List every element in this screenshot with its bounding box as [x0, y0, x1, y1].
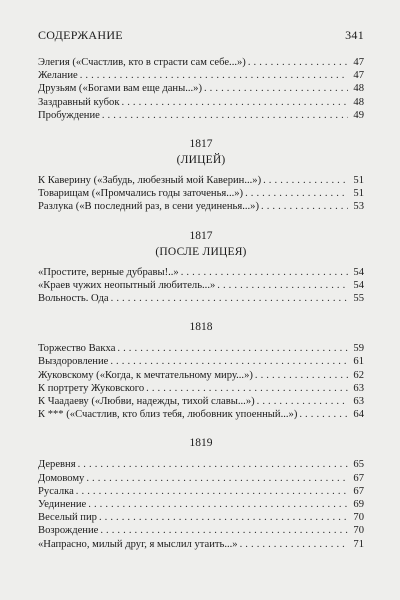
toc-entry — [38, 342, 364, 355]
toc-entry-title: К *** («Счастлив, кто близ тебя, любовник упоенный...») — [38, 409, 298, 421]
toc-entry-title: Заздравный кубок — [38, 96, 120, 108]
toc-leader-dots — [255, 369, 348, 382]
toc-entry — [38, 279, 364, 292]
toc-leader-dots — [80, 69, 348, 82]
toc-entry — [38, 382, 364, 395]
toc-section — [38, 436, 364, 550]
toc-entry-title: Уединение — [38, 499, 87, 511]
toc-entry-page: 67 — [353, 485, 364, 497]
toc-leader-dots — [117, 342, 348, 355]
toc-entry — [38, 292, 364, 305]
toc-entry — [38, 82, 364, 95]
toc-leader-dots — [217, 279, 348, 292]
toc-section — [38, 229, 364, 306]
toc-entry — [38, 109, 364, 122]
toc-entry-page: 63 — [353, 382, 364, 394]
toc-entry-title: Торжество Вакха — [38, 343, 116, 355]
toc-entry-title: Возрождение — [38, 525, 99, 537]
toc-leader-dots — [122, 96, 349, 109]
toc-entry — [38, 174, 364, 187]
toc-leader-dots — [248, 56, 348, 69]
section-year: 1817 — [189, 229, 213, 242]
toc-entry-page: 65 — [353, 459, 364, 471]
toc-entry-title: Выздоровление — [38, 356, 109, 368]
toc-entry-title: К Каверину («Забудь, любезный мой Каверин...») — [38, 175, 262, 187]
toc-entry-page: 69 — [353, 499, 364, 511]
toc-entry — [38, 511, 364, 524]
toc-leader-dots — [88, 498, 348, 511]
toc-entry — [38, 355, 364, 368]
toc-entry — [38, 485, 364, 498]
section-year: 1819 — [189, 437, 213, 450]
toc-leader-dots — [76, 485, 348, 498]
toc-entry-page: 54 — [353, 279, 364, 291]
toc-entry-page: 67 — [353, 472, 364, 484]
toc-entry-page: 47 — [353, 57, 364, 68]
toc-entry-title: Пробуждение — [38, 109, 100, 121]
toc-entry-title: Друзьям («Богами вам еще даны...») — [38, 83, 202, 95]
toc-entry-title: Разлука («В последний раз, в сени уединенья...») — [38, 201, 260, 213]
toc-entry — [38, 96, 364, 109]
toc-entry — [38, 538, 364, 551]
toc-entry-title: Вольность. Ода — [38, 293, 109, 305]
toc-entry-page: 53 — [353, 201, 364, 213]
toc-leader-dots — [245, 187, 348, 200]
toc-entry-title: Русалка — [38, 485, 74, 497]
toc-leader-dots — [86, 472, 348, 485]
toc-entry-title: Деревня — [38, 459, 76, 471]
toc-entry-page: 51 — [353, 175, 364, 187]
toc-entry-page: 64 — [353, 409, 364, 421]
toc-entry-title: Домовому — [38, 472, 85, 484]
toc-leader-dots — [99, 511, 348, 524]
toc-leader-dots — [299, 408, 348, 421]
toc-entry-title: «Напрасно, милый друг, я мыслил утаить...» — [38, 538, 238, 550]
toc-entry-page: 70 — [353, 525, 364, 537]
toc-entry-page: 61 — [353, 356, 364, 368]
toc-entry-title: Желание — [38, 70, 78, 82]
toc-entry — [38, 524, 364, 537]
toc-entry — [38, 369, 364, 382]
toc-entry — [38, 498, 364, 511]
toc-entry-title: Веселый пир — [38, 512, 97, 524]
toc-leader-dots — [181, 266, 348, 279]
toc-entry — [38, 472, 364, 485]
toc-leader-dots — [146, 382, 348, 395]
page-title: СОДЕРЖАНИЕ — [38, 28, 123, 42]
toc-entry-page: 59 — [353, 343, 364, 355]
toc-entry — [38, 56, 364, 69]
toc-entry-title: Жуковскому («Когда, к мечтательному миру...») — [38, 369, 253, 381]
toc-leader-dots — [261, 200, 348, 213]
toc-entry — [38, 69, 364, 82]
toc-entry-page: 47 — [353, 70, 364, 82]
toc-leader-dots — [100, 524, 348, 537]
toc-intro-list — [38, 56, 364, 122]
section-year: 1817 — [189, 138, 213, 151]
toc-section — [38, 320, 364, 421]
toc-entry-page: 62 — [353, 369, 364, 381]
toc-entry-title: «Простите, верные дубравы!..» — [38, 266, 179, 278]
section-year: 1818 — [189, 321, 213, 334]
page-header — [38, 28, 364, 43]
toc-entry — [38, 458, 364, 471]
toc-section — [38, 137, 364, 214]
toc-entry — [38, 408, 364, 421]
toc-sections — [38, 137, 364, 551]
toc-entry-page: 51 — [353, 188, 364, 200]
toc-leader-dots — [204, 82, 348, 95]
page-number: 341 — [345, 28, 364, 42]
toc-entry-title: К портрету Жуковского — [38, 382, 145, 394]
toc-entry-page: 54 — [353, 266, 364, 278]
toc-entry-title: Элегия («Счастлив, кто в страсти сам себе...») — [38, 57, 246, 68]
toc-entry-page: 55 — [353, 293, 364, 305]
section-subtitle: (ЛИЦЕЙ) — [176, 154, 226, 167]
toc-leader-dots — [78, 458, 348, 471]
toc-entry-title: К Чаадаеву («Любви, надежды, тихой славы...») — [38, 396, 255, 408]
toc-leader-dots — [240, 538, 348, 551]
toc-entry-page: 49 — [353, 109, 364, 121]
toc-entry-title: «Краев чужих неопытный любитель...» — [38, 279, 216, 291]
toc-leader-dots — [257, 395, 348, 408]
toc-leader-dots — [102, 109, 348, 122]
toc-entry — [38, 395, 364, 408]
section-subtitle: (ПОСЛЕ ЛИЦЕЯ) — [155, 245, 247, 258]
toc-entry-page: 70 — [353, 512, 364, 524]
toc-entry-title: Товарищам («Промчались годы заточенья...») — [38, 188, 244, 200]
toc-entry-page: 48 — [353, 96, 364, 108]
toc-entry-page: 48 — [353, 83, 364, 95]
toc-leader-dots — [111, 292, 348, 305]
toc-entry-page: 71 — [353, 538, 364, 550]
toc-entry — [38, 266, 364, 279]
toc-entry — [38, 200, 364, 213]
toc-leader-dots — [110, 355, 348, 368]
toc-entry-page: 63 — [353, 396, 364, 408]
toc-leader-dots — [263, 174, 348, 187]
toc-entry — [38, 187, 364, 200]
